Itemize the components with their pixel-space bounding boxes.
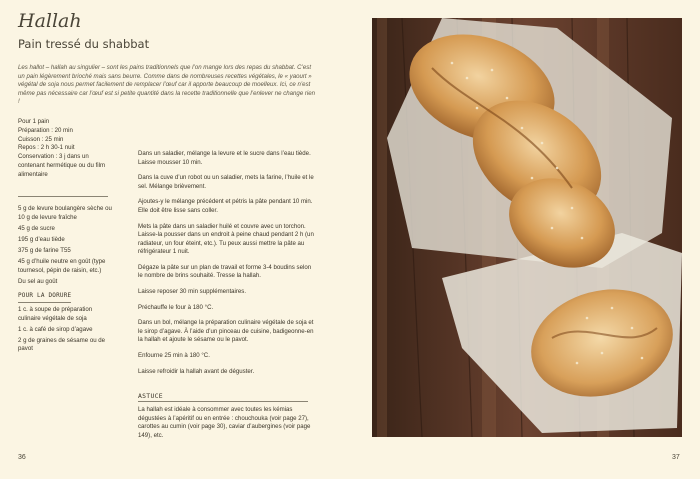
- storage: Conservation : 3 j dans un contenant hermétique ou du film alimentaire: [18, 153, 106, 178]
- recipe-meta: [18, 118, 114, 180]
- step: Enfourne 25 min à 180 °C.: [138, 352, 210, 359]
- step: Dans un bol, mélange la préparation culinaire végétale de soja et le sirop d’agave. À l’aide d’un pinceau de cuisine, badigeonne-en la hallah et ajoute le sésame ou le pavot.: [138, 319, 314, 344]
- divider: [18, 196, 108, 197]
- ingredient-item: 5 g de levure boulangère sèche ou 10 g de levure fraîche: [18, 205, 112, 221]
- recipe-subtitle: Pain tressé du shabbat: [18, 37, 150, 51]
- hallah-photo: [372, 18, 682, 437]
- ingredients-list: [18, 205, 114, 357]
- step: Préchauffe le four à 180 °C.: [138, 303, 214, 311]
- step: Dans un saladier, mélange la levure et le sucre dans l’eau tiède. Laisse mousser 10 min.: [138, 150, 311, 166]
- ingredient-item: 195 g d’eau tiède: [18, 235, 65, 243]
- recipe-intro: Les hallot – hallah au singulier – sont les pains traditionnels que l’on mange lors des repas du shabbat. C’est un pain légèrement brioché mais sans beurre. Comme dans de nombreuses recettes végétales, le « yaourt » végétal de soja nous permet facilement de remplacer l’œuf car il apporte beaucoup de moelleux. Ici, ce n’est même pas nécessaire car l’œuf est si petite quantité dans la recette traditionnelle que l’enlever ne change rien !: [18, 64, 316, 106]
- dorure-item: 2 g de graines de sésame ou de pavot: [18, 336, 106, 353]
- step: Laisse reposer 30 min supplémentaires.: [138, 287, 247, 295]
- page-number-right: 37: [672, 454, 680, 461]
- dorure-heading: POUR LA DORURE: [18, 292, 71, 303]
- prep-time: Préparation : 20 min: [18, 126, 73, 134]
- step: Dans la cuve d’un robot ou un saladier, mets la farine, l’huile et le sel. Mélange brièvement.: [138, 174, 314, 190]
- servings: Pour 1 pain: [18, 118, 50, 125]
- ingredient-item: 45 g d’huile neutre en goût (type tournesol, pépin de raisin, etc.): [18, 258, 106, 274]
- recipe-title: Hallah: [18, 10, 82, 32]
- recipe-steps: [138, 150, 314, 383]
- dorure-item: 1 c. à soupe de préparation culinaire végétale de soja: [18, 305, 93, 322]
- step: Mets la pâte dans un saladier huilé et couvre avec un torchon. Laisse-la pousser dans un endroit à peine chaud pendant 2 h (un radiateur, un four éteint, etc.). Tu peux aussi mettre la pâte au réfrigérateur 1 nuit.: [138, 222, 314, 256]
- step: Ajoutes-y le mélange précédent et pétris la pâte pendant 10 min. Elle doit être lisse sans coller.: [138, 198, 313, 214]
- step: Dégaze la pâte sur un plan de travail et forme 3-4 boudins selon le nombre de brins souhaité. Tresse la hallah.: [138, 263, 312, 280]
- tip-heading: ASTUCE: [138, 392, 163, 400]
- ingredient-item: Du sel au goût: [18, 278, 58, 286]
- tip-divider: [138, 401, 308, 402]
- tip-text: La hallah est idéale à consommer avec toutes les kémias dégustées à l’apéritif ou en entrée : chouchouka (voir page 27), carottes au cumin (voir page 30), caviar d’aubergines (voir page 149), etc.: [138, 406, 311, 439]
- cook-time: Cuisson : 25 min: [18, 135, 64, 143]
- page-number-left: 36: [18, 454, 26, 461]
- ingredient-item: 45 g de sucre: [18, 224, 55, 232]
- dorure-item: 1 c. à café de sirop d’agave: [18, 325, 93, 333]
- rest-time: Repos : 2 h 30-1 nuit: [18, 144, 75, 152]
- step: Laisse refroidir la hallah avant de déguster.: [138, 367, 255, 375]
- ingredient-item: 375 g de farine T55: [18, 247, 71, 255]
